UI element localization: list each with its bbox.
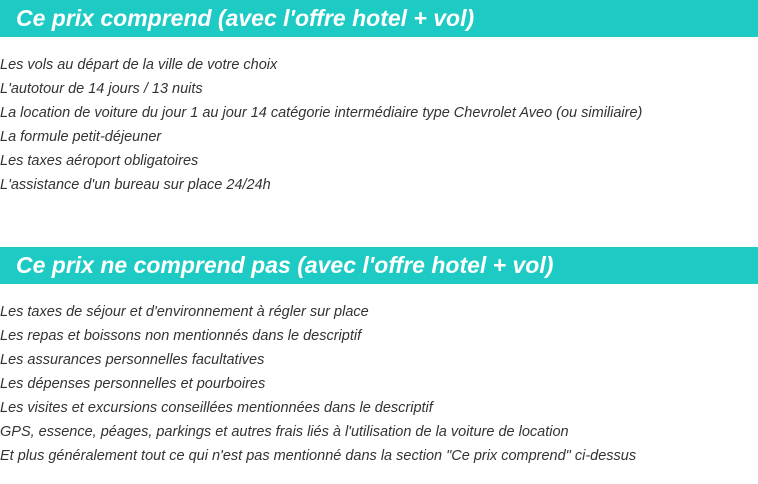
- included-section-header: [0, 0, 758, 37]
- list-item: Les taxes aéroport obligatoires: [0, 153, 199, 169]
- included-section-title: Ce prix comprend (avec l'offre hotel + vol): [16, 5, 475, 31]
- list-item: Les dépenses personnelles et pourboires: [0, 376, 266, 392]
- list-item: Les visites et excursions conseillées mentionnées dans le descriptif: [0, 400, 433, 416]
- not-included-section-title: Ce prix ne comprend pas (avec l'offre hotel + vol): [16, 252, 554, 278]
- list-item: La formule petit-déjeuner: [0, 129, 162, 145]
- included-items-list: [0, 53, 642, 197]
- list-item: Les taxes de séjour et d'environnement à régler sur place: [0, 304, 369, 320]
- list-item: L'assistance d'un bureau sur place 24/24h: [0, 177, 271, 193]
- not-included-section-header: [0, 247, 758, 284]
- list-item: L'autotour de 14 jours / 13 nuits: [0, 81, 203, 97]
- list-item: Les vols au départ de la ville de votre choix: [0, 57, 278, 73]
- list-item: La location de voiture du jour 1 au jour 14 catégorie intermédiaire type Chevrolet Aveo (ou similiaire): [0, 105, 643, 121]
- list-item: Les assurances personnelles facultatives: [0, 352, 265, 368]
- list-item: GPS, essence, péages, parkings et autres frais liés à l'utilisation de la voiture de location: [0, 424, 569, 440]
- not-included-items-list: [0, 300, 636, 468]
- list-item: Et plus généralement tout ce qui n'est pas mentionné dans la section "Ce prix comprend" ci-dessus: [0, 448, 637, 464]
- list-item: Les repas et boissons non mentionnés dans le descriptif: [0, 328, 362, 344]
